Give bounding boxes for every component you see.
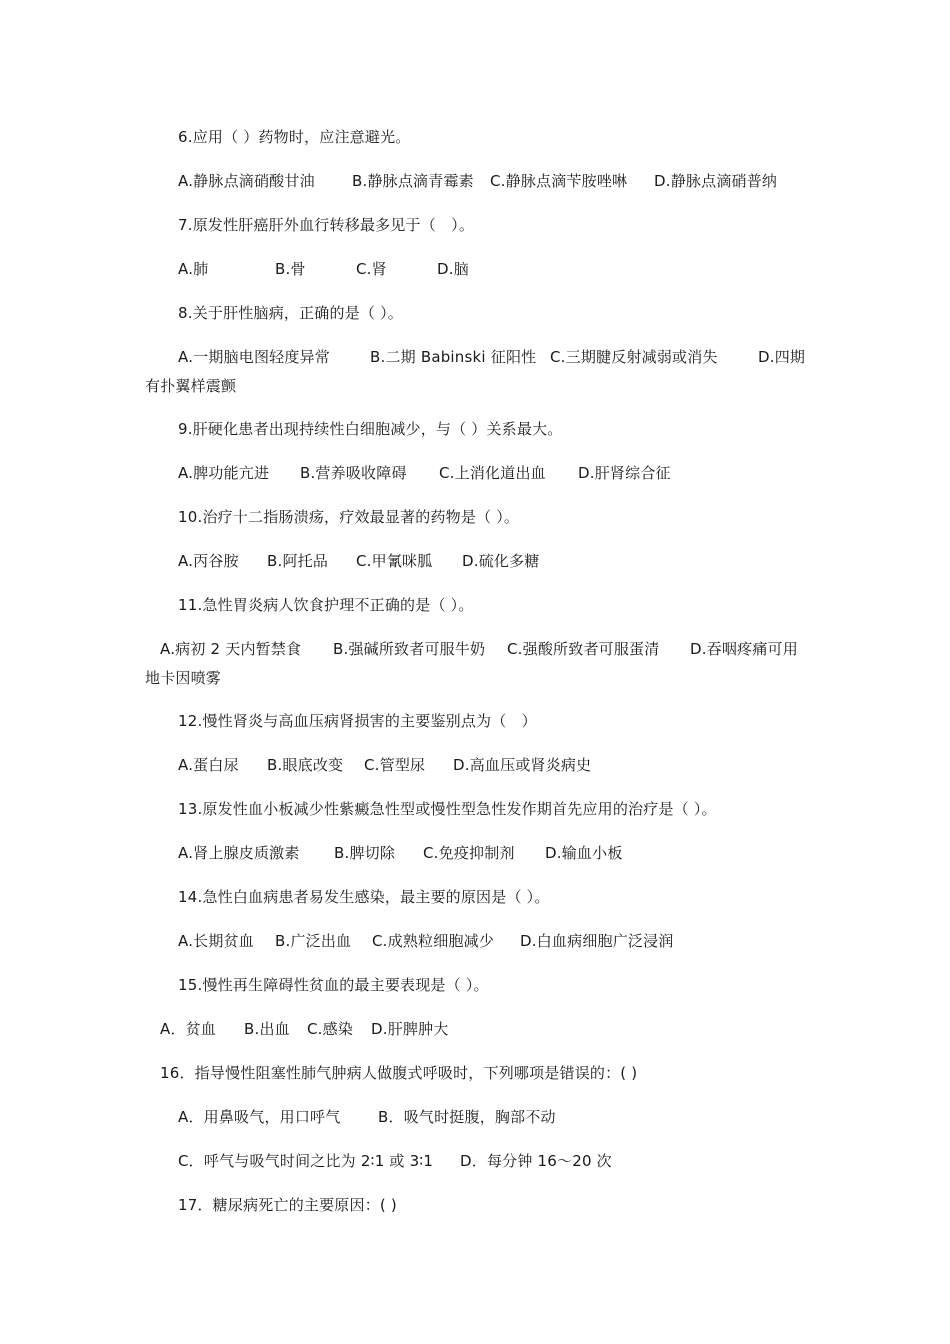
option-d: D.肝脾肿大 xyxy=(371,1020,449,1038)
option-c: C.肾 xyxy=(356,260,387,278)
question-12-stem: 12.慢性肾炎与高血压病肾损害的主要鉴别点为（ ） xyxy=(178,712,537,730)
option-a: A.蛋白尿 xyxy=(178,756,239,774)
question-13-options xyxy=(178,843,623,863)
option-c: C.甲氰咪胍 xyxy=(356,552,433,570)
option-c: C.上消化道出血 xyxy=(439,464,546,482)
option-b: B.眼底改变 xyxy=(267,756,344,774)
question-10-options xyxy=(178,551,540,571)
option-d: D.肝肾综合征 xyxy=(578,464,671,482)
option-b: B.脾切除 xyxy=(334,844,396,862)
option-b: B．吸气时挺腹，胸部不动 xyxy=(378,1108,556,1126)
question-15-options xyxy=(160,1019,449,1039)
question-16-options-line2 xyxy=(178,1151,612,1171)
question-6-options xyxy=(178,171,777,191)
option-d: D.吞咽疼痛可用 xyxy=(690,640,798,658)
question-11-stem: 11.急性胃炎病人饮食护理不正确的是（ ）。 xyxy=(178,596,474,614)
question-7-stem: 7.原发性肝癌肝外血行转移最多见于（ ）。 xyxy=(178,216,475,234)
option-a: A.肾上腺皮质激素 xyxy=(178,844,300,862)
question-12-options xyxy=(178,755,591,775)
option-c: C.强酸所致者可服蛋清 xyxy=(507,640,660,658)
option-d: D.高血压或肾炎病史 xyxy=(453,756,592,774)
option-a: A.病初 2 天内暂禁食 xyxy=(160,640,302,658)
option-a: A.一期脑电图轻度异常 xyxy=(178,348,330,366)
option-a: A．用鼻吸气，用口呼气 xyxy=(178,1108,341,1126)
option-d: D.脑 xyxy=(437,260,469,278)
option-b: B.广泛出血 xyxy=(275,932,352,950)
question-8-stem: 8.关于肝性脑病，正确的是（ ）。 xyxy=(178,304,403,322)
question-17-stem: 17．糖尿病死亡的主要原因：( ) xyxy=(178,1196,397,1214)
option-c: C.静脉点滴苄胺唑啉 xyxy=(490,172,628,190)
question-13-stem: 13.原发性血小板减少性紫癜急性型或慢性型急性发作期首先应用的治疗是（ ）。 xyxy=(178,800,717,818)
option-d: D.输血小板 xyxy=(545,844,623,862)
question-10-stem: 10.治疗十二指肠溃疡，疗效最显著的药物是（ ）。 xyxy=(178,508,520,526)
option-b: B.出血 xyxy=(244,1020,290,1038)
option-b: B.强碱所致者可服牛奶 xyxy=(333,640,486,658)
option-c: C.管型尿 xyxy=(364,756,426,774)
option-c: C.感染 xyxy=(307,1020,354,1038)
option-c: C.三期腱反射减弱或消失 xyxy=(550,348,718,366)
option-b: B.二期 Babinski 征阳性 xyxy=(370,348,537,366)
question-16-stem: 16．指导慢性阻塞性肺气肿病人做腹式呼吸时，下列哪项是错误的：( ) xyxy=(160,1064,638,1082)
option-a: A.丙谷胺 xyxy=(178,552,239,570)
question-11-continuation: 地卡因喷雾 xyxy=(145,669,222,687)
option-c: C．呼气与吸气时间之比为 2∶1 或 3∶1 xyxy=(178,1152,434,1170)
option-d: D.四期 xyxy=(758,348,806,366)
option-b: B.骨 xyxy=(275,260,306,278)
option-b: B.阿托品 xyxy=(267,552,329,570)
option-a: A.长期贫血 xyxy=(178,932,254,950)
option-d: D.硫化多糖 xyxy=(462,552,540,570)
question-9-stem: 9.肝硬化患者出现持续性白细胞减少，与（ ）关系最大。 xyxy=(178,420,563,438)
question-6-stem: 6.应用（ ）药物时，应注意避光。 xyxy=(178,128,411,146)
option-c: C.免疫抑制剂 xyxy=(423,844,515,862)
option-c: C.成熟粒细胞减少 xyxy=(372,932,495,950)
question-15-stem: 15.慢性再生障碍性贫血的最主要表现是（ ）。 xyxy=(178,976,489,994)
option-d: D．每分钟 16～20 次 xyxy=(460,1152,612,1170)
question-9-options xyxy=(178,463,671,483)
option-a: A.脾功能亢进 xyxy=(178,464,270,482)
question-7-options xyxy=(178,259,469,279)
option-d: D.静脉点滴硝普纳 xyxy=(654,172,778,190)
question-11-options xyxy=(160,639,798,659)
option-a: A.肺 xyxy=(178,260,209,278)
question-16-options-line1 xyxy=(178,1107,556,1127)
option-a: A.静脉点滴硝酸甘油 xyxy=(178,172,315,190)
option-a: A．贫血 xyxy=(160,1020,217,1038)
question-14-stem: 14.急性白血病患者易发生感染，最主要的原因是（ ）。 xyxy=(178,888,550,906)
option-b: B.营养吸收障碍 xyxy=(300,464,407,482)
question-8-continuation: 有扑翼样震颤 xyxy=(145,377,237,395)
option-d: D.白血病细胞广泛浸润 xyxy=(520,932,674,950)
question-8-options xyxy=(178,347,805,367)
option-b: B.静脉点滴青霉素 xyxy=(352,172,474,190)
question-14-options xyxy=(178,931,674,951)
